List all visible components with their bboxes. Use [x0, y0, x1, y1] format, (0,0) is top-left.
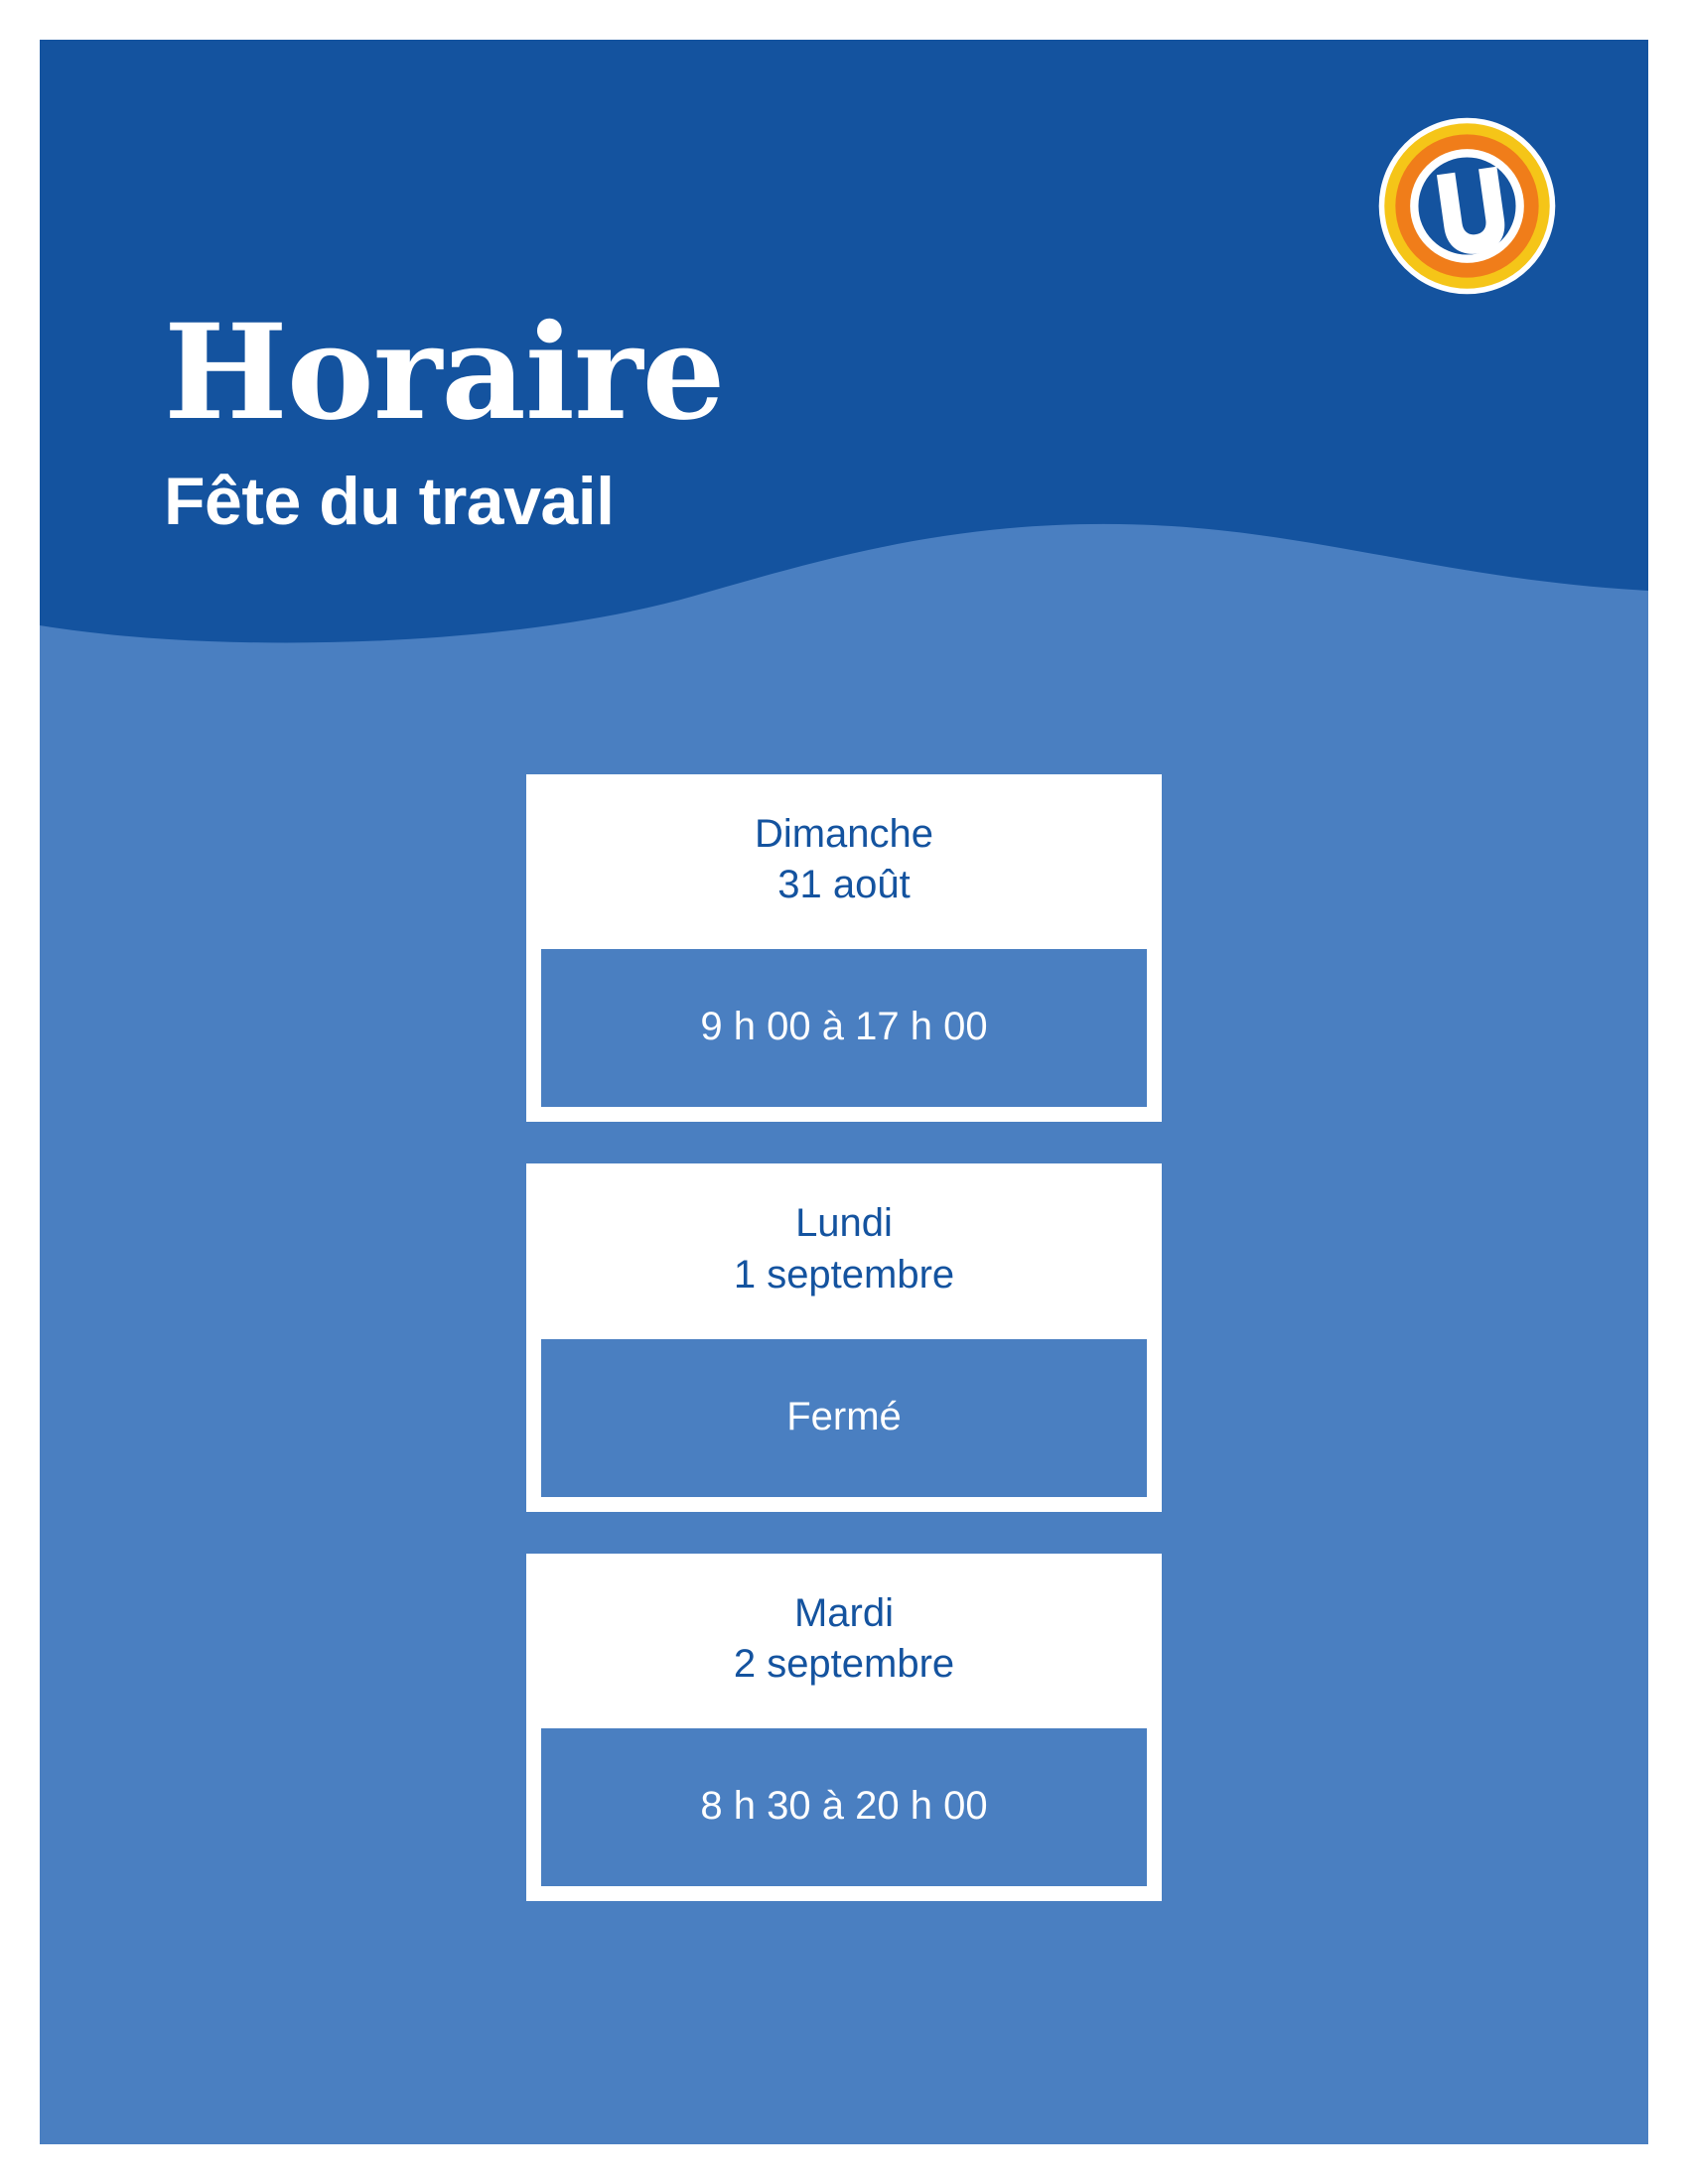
- schedule-card-date: [531, 779, 1157, 944]
- schedule-day-of-week: Mardi: [793, 1590, 895, 1635]
- schedule-card-date: [531, 1168, 1157, 1333]
- schedule-card: [526, 1554, 1162, 1901]
- schedule-card: [526, 1163, 1162, 1511]
- schedule-card-date: [531, 1559, 1157, 1723]
- schedule-day-of-week: Lundi: [795, 1201, 893, 1246]
- schedule-card: [526, 774, 1162, 1122]
- schedule-hours: 8 h 30 à 20 h 00: [541, 1723, 1147, 1886]
- schedule-day-of-week: Dimanche: [754, 812, 934, 856]
- schedule-date: 1 septembre: [733, 1252, 955, 1297]
- schedule-hours: Fermé: [541, 1334, 1147, 1497]
- university-logo: [1375, 114, 1559, 298]
- schedule-list: [40, 774, 1648, 1901]
- page-title: Horaire: [164, 296, 725, 450]
- page-subtitle: Fête du travail: [164, 464, 615, 539]
- schedule-hours: 9 h 00 à 17 h 00: [541, 944, 1147, 1107]
- title-block: [164, 296, 1256, 539]
- schedule-date: 2 septembre: [733, 1641, 955, 1686]
- poster: [40, 40, 1648, 2144]
- schedule-date: 31 août: [777, 863, 911, 907]
